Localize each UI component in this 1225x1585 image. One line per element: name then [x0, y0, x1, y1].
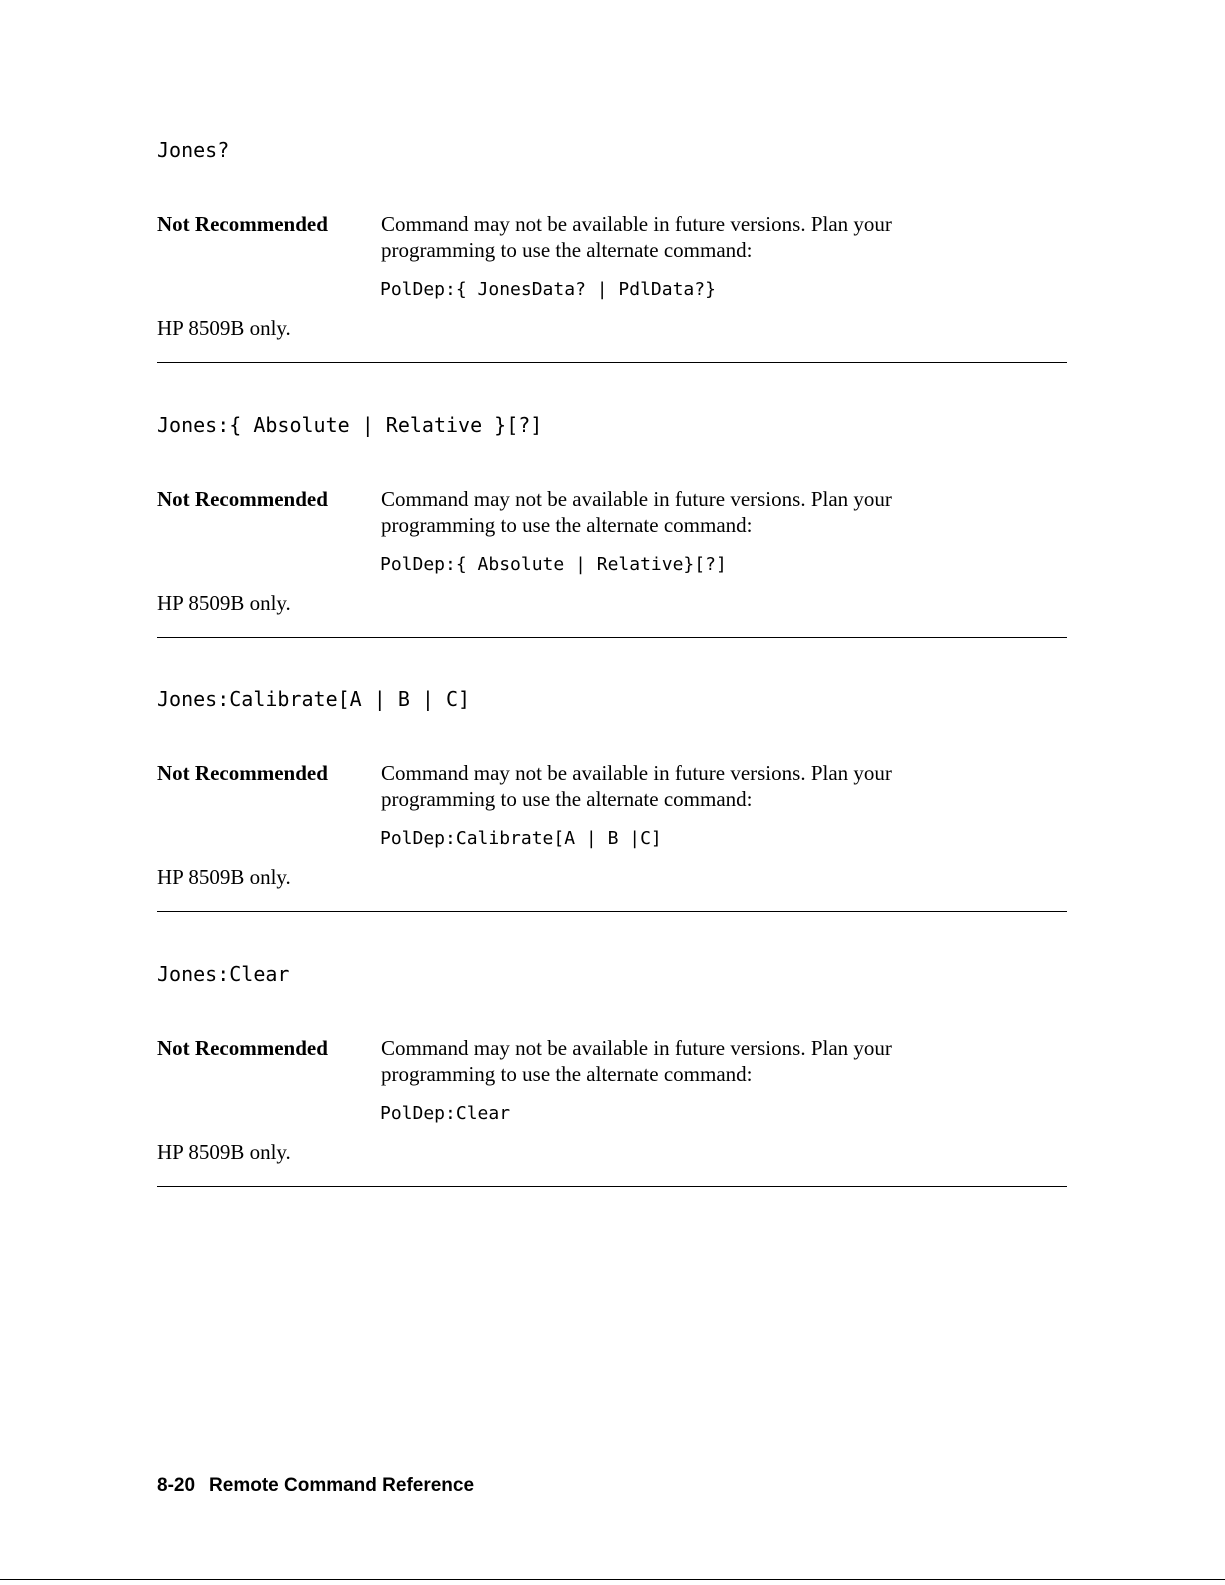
model-note: HP 8509B only.: [157, 591, 291, 615]
page-bottom-border: [0, 1579, 1225, 1580]
not-recommended-label: Not Recommended: [157, 487, 328, 511]
deprecation-description: Command may not be available in future versions. Plan your programming to use the alternate command:: [381, 212, 892, 262]
command-syntax: Jones?: [157, 138, 230, 162]
alternate-command: PolDep:Clear: [380, 1103, 511, 1124]
model-note: HP 8509B only.: [157, 316, 291, 340]
section-divider: [157, 362, 1067, 363]
command-entry-jones-mode: [157, 412, 1067, 652]
command-syntax: Jones:{ Absolute | Relative }[?]: [157, 413, 543, 437]
page-number: 8-20: [157, 1475, 196, 1496]
command-syntax: Jones:Calibrate[A | B | C]: [157, 687, 471, 711]
not-recommended-label: Not Recommended: [157, 212, 328, 236]
command-entry-jones-calibrate: [157, 686, 1067, 926]
alternate-command: PolDep:Calibrate[A | B |C]: [380, 828, 662, 849]
command-entry-jones-query: [157, 137, 1067, 377]
alternate-command: PolDep:{ Absolute | Relative}[?]: [380, 554, 727, 575]
deprecation-description: Command may not be available in future versions. Plan your programming to use the alternate command:: [381, 761, 892, 811]
chapter-title: Remote Command Reference: [209, 1475, 475, 1496]
model-note: HP 8509B only.: [157, 865, 291, 889]
deprecation-description: Command may not be available in future versions. Plan your programming to use the alternate command:: [381, 487, 892, 537]
section-divider: [157, 1186, 1067, 1187]
page-footer: [157, 1474, 474, 1498]
command-entry-jones-clear: [157, 961, 1067, 1201]
not-recommended-label: Not Recommended: [157, 761, 328, 785]
model-note: HP 8509B only.: [157, 1140, 291, 1164]
deprecation-description: Command may not be available in future versions. Plan your programming to use the alternate command:: [381, 1036, 892, 1086]
command-syntax: Jones:Clear: [157, 962, 290, 986]
not-recommended-label: Not Recommended: [157, 1036, 328, 1060]
section-divider: [157, 911, 1067, 912]
alternate-command: PolDep:{ JonesData? | PdlData?}: [380, 279, 716, 300]
section-divider: [157, 637, 1067, 638]
